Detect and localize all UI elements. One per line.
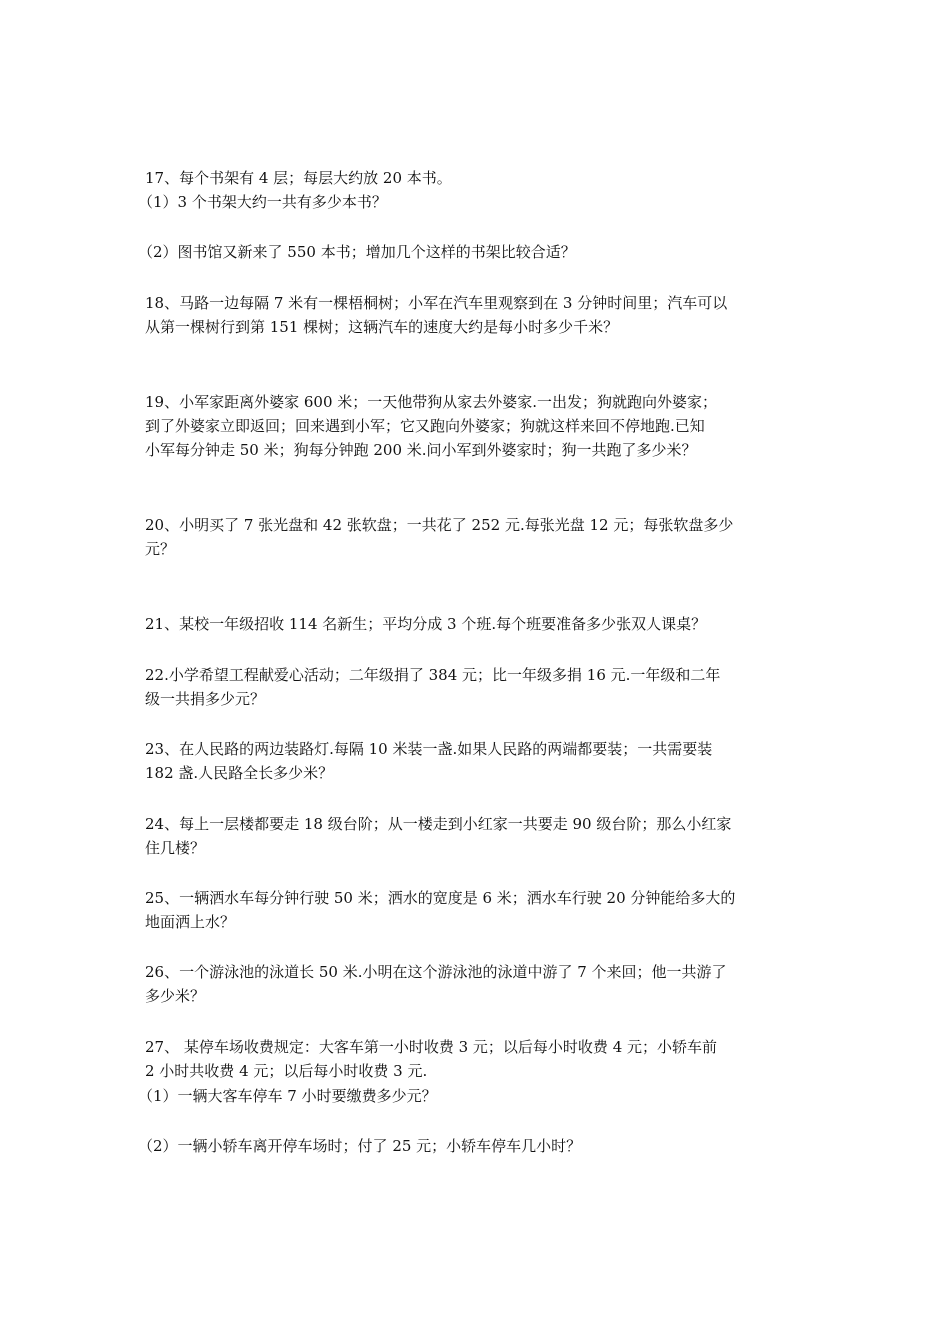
text-line: 元？ [145,540,176,558]
text-line: 到了外婆家立即返回；回来遇到小军；它又跑向外婆家；狗就这样来回不停地跑.已知 [145,417,705,435]
text-line: （2）一辆小轿车离开停车场时；付了 25 元；小轿车停车几小时？ [138,1137,582,1155]
text-line: 27、 某停车场收费规定：大客车第一小时收费 3 元；以后每小时收费 4 元；小轿车前 [145,1038,718,1056]
text-line: 22.小学希望工程献爱心活动；二年级捐了 384 元；比一年级多捐 16 元.一年级和二年 [145,666,721,684]
text-line: 从第一棵树行到第 151 棵树；这辆汽车的速度大约是每小时多少千米？ [145,318,619,336]
text-line: 地面洒上水？ [145,913,236,931]
text-line: （1）3 个书架大约一共有多少本书？ [138,193,387,211]
text-line: 18、马路一边每隔 7 米有一棵梧桐树；小军在汽车里观察到在 3 分钟时间里；汽车可以 [145,294,728,312]
text-line: 20、小明买了 7 张光盘和 42 张软盘；一共花了 252 元.每张光盘 12 元；每张软盘多少 [145,516,734,534]
text-line: 23、在人民路的两边装路灯.每隔 10 米装一盏.如果人民路的两端都要装；一共需要装 [145,740,713,758]
text-line: 多少米？ [145,987,206,1005]
text-line: 26、一个游泳池的泳道长 50 米.小明在这个游泳池的泳道中游了 7 个来回；他一共游了 [145,963,727,981]
text-line: 17、每个书架有 4 层；每层大约放 20 本书。 [145,169,452,187]
text-line: 19、小军家距离外婆家 600 米；一天他带狗从家去外婆家.一出发；狗就跑向外婆家； [145,393,718,411]
text-line: 小军每分钟走 50 米；狗每分钟跑 200 米.问小军到外婆家时；狗一共跑了多少米？ [145,441,697,459]
text-line: 住几楼？ [145,839,206,857]
text-line: 182 盏.人民路全长多少米？ [145,764,334,782]
text-line: 24、每上一层楼都要走 18 级台阶；从一楼走到小红家一共要走 90 级台阶；那么小红家 [145,815,732,833]
text-line: 2 小时共收费 4 元；以后每小时收费 3 元. [145,1062,428,1080]
text-line: （1）一辆大客车停车 7 小时要缴费多少元？ [138,1087,437,1105]
text-line: 21、某校一年级招收 114 名新生；平均分成 3 个班.每个班要准备多少张双人课桌？ [145,615,707,633]
text-line: 25、一辆洒水车每分钟行驶 50 米；洒水的宽度是 6 米；洒水车行驶 20 分钟能给多大的 [145,889,736,907]
text-line: （2）图书馆又新来了 550 本书；增加几个这样的书架比较合适？ [138,243,576,261]
text-line: 级一共捐多少元？ [145,690,266,708]
